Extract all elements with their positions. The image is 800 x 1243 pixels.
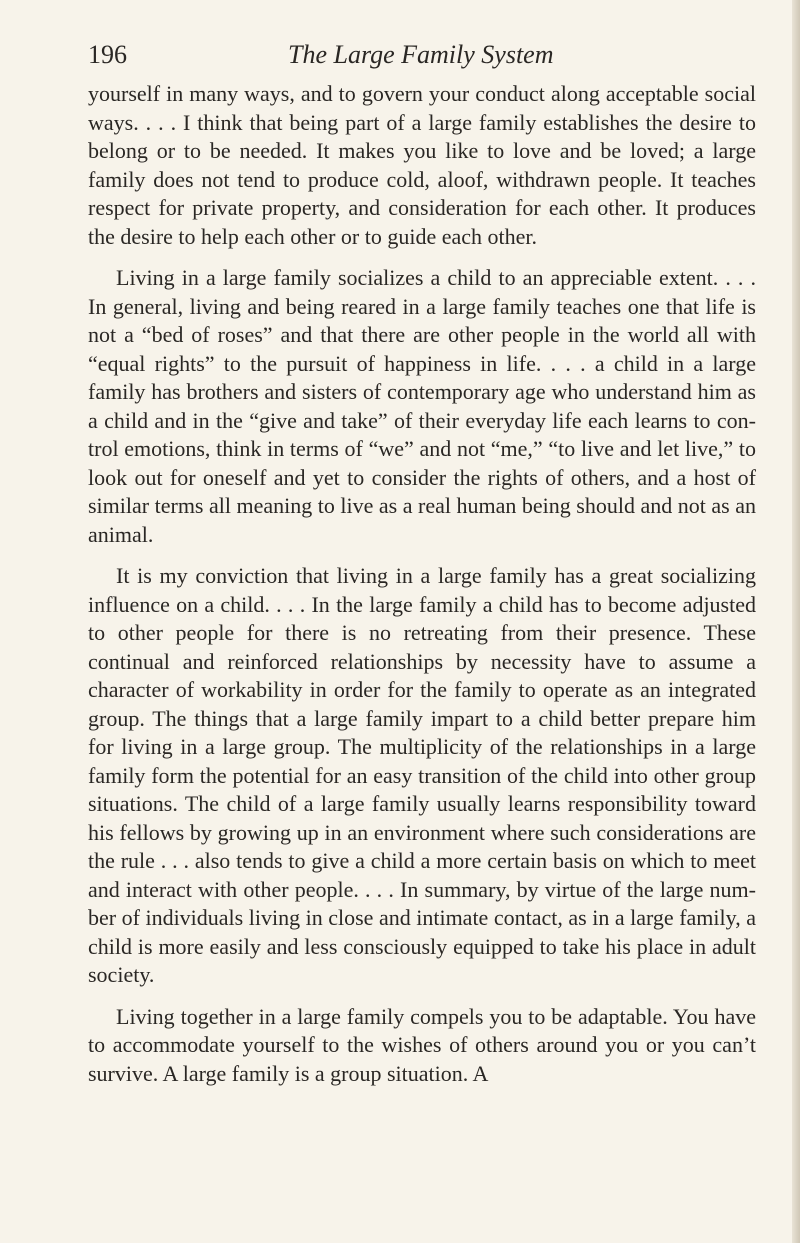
page-header bbox=[88, 38, 756, 72]
paragraph: Living in a large family socializes a child to an appreciable extent. . . . In general, living and being reared in a large family teaches one that life is not a “bed of roses” and that there are other people in the world all with “equal rights” to the pursuit of happiness in life. . . . a child in a large family has brothers and sisters of contemporary age who understand him as a child and in the “give and take” of their everyday life each learns to control emotions, think in terms of “we” and not “me,” “to live and let live,” to look out for oneself and yet to consider the rights of others, and a host of similar terms all meaning to live as a real human being should and not as an animal. bbox=[88, 265, 756, 547]
paragraph: Living together in a large family compels you to be adaptable. You have to accommodate yourself to the wishes of others around you or you can’t survive. A large family is a group situation. A bbox=[88, 1003, 756, 1086]
running-head: The Large Family System bbox=[288, 40, 554, 69]
paragraph: It is my conviction that living in a large family has a great socializing influence on a child. . . . In the large family a child has to become adjusted to other people for there is no retreating from their presence. These continual and reinforced relationships by necessity have to assume a character of workability in order for the family to operate as an integrated group. The things that a large family impart to a child better prepare him for living in a large group. The multiplicity of the relationships in a large family form the potential for an easy transition of the child into other group situations. The child of a large family usually learns responsibility toward his fellows by growing up in an environment where such considerations are the rule . . . also tends to give a child a more certain basis on which to meet and interact with other people. . . . In summary, by virtue of the large number of individuals living in close and intimate contact, as in a large family, a child is more easily and less consciously equipped to take his place in adult society. bbox=[88, 563, 756, 987]
paragraph: yourself in many ways, and to govern your conduct along acceptable social ways. . . . I think that being part of a large family establishes the desire to belong or to be needed. It makes you like to love and be loved; a large family does not tend to produce cold, aloof, withdrawn people. It teaches respect for private property, and consideration for each other. It produces the desire to help each other or to guide each other. bbox=[88, 81, 756, 249]
body-text bbox=[88, 80, 756, 1088]
page-edge-shadow bbox=[792, 0, 800, 1243]
page-number: 196 bbox=[88, 40, 127, 69]
